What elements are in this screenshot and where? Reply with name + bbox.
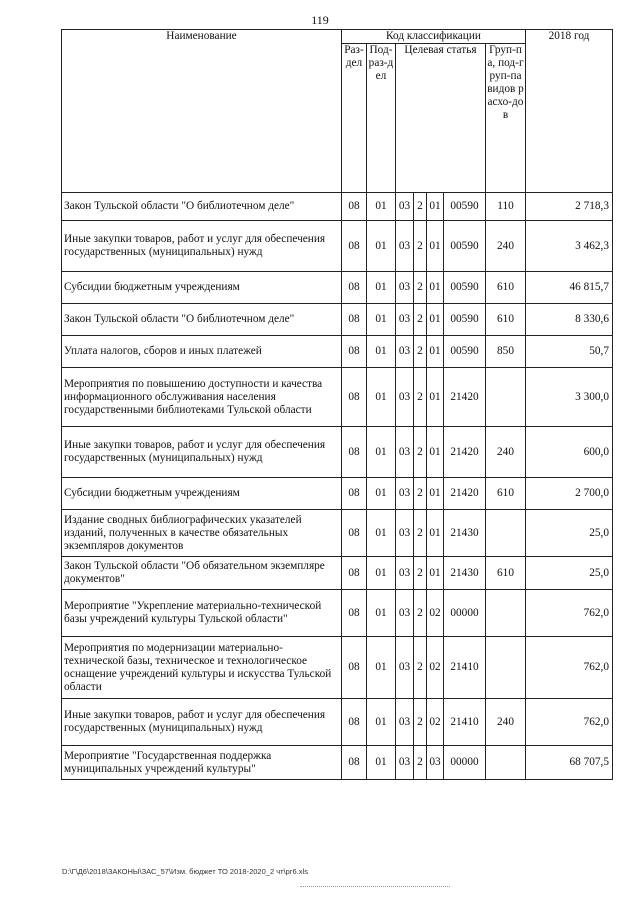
cell-rz: 08 xyxy=(342,478,367,510)
cell-c4: 21430 xyxy=(444,557,486,590)
cell-c4: 21420 xyxy=(444,478,486,510)
cell-c2: 2 xyxy=(414,272,427,304)
cell-rz: 08 xyxy=(342,637,367,699)
cell-c1: 03 xyxy=(396,336,414,368)
file-path-footer: D:\Г\Д6\2018\ЗАКОНЫ\ЗАС_57\Изм. бюджет ТО 2018-2020_2 чт\рг6.xls xyxy=(62,867,308,876)
cell-vr: 110 xyxy=(486,193,526,221)
cell-c4: 00590 xyxy=(444,304,486,336)
cell-name: Закон Тульской области "О библиотечном деле" xyxy=(62,193,342,221)
cell-c2: 2 xyxy=(414,510,427,557)
cell-c1: 03 xyxy=(396,510,414,557)
cell-c3: 01 xyxy=(427,510,444,557)
cell-c2: 2 xyxy=(414,193,427,221)
cell-amount: 2 700,0 xyxy=(526,478,613,510)
cell-c4: 21410 xyxy=(444,699,486,746)
cell-pr: 01 xyxy=(367,557,396,590)
cell-rz: 08 xyxy=(342,699,367,746)
cell-vr xyxy=(486,510,526,557)
page-number: 119 xyxy=(311,13,329,27)
cell-c1: 03 xyxy=(396,699,414,746)
cell-c2: 2 xyxy=(414,478,427,510)
table-row xyxy=(62,699,613,746)
cell-c4: 00590 xyxy=(444,272,486,304)
cell-name: Мероприятие "Государственная поддержка муниципальных учреждений культуры" xyxy=(62,746,342,780)
cell-pr: 01 xyxy=(367,368,396,427)
cell-c3: 01 xyxy=(427,272,444,304)
cell-rz: 08 xyxy=(342,221,367,272)
cell-name: Уплата налогов, сборов и иных платежей xyxy=(62,336,342,368)
cell-c1: 03 xyxy=(396,746,414,780)
cell-amount: 762,0 xyxy=(526,590,613,637)
header-podrazdel: Под-раз-дел xyxy=(367,44,396,193)
cell-c1: 03 xyxy=(396,427,414,478)
cell-name: Субсидии бюджетным учреждениям xyxy=(62,272,342,304)
cell-c3: 01 xyxy=(427,478,444,510)
table-row xyxy=(62,304,613,336)
cell-vr: 610 xyxy=(486,478,526,510)
cell-c4: 21420 xyxy=(444,427,486,478)
cell-c2: 2 xyxy=(414,746,427,780)
table-body xyxy=(62,193,613,780)
cell-pr: 01 xyxy=(367,637,396,699)
cell-name: Субсидии бюджетным учреждениям xyxy=(62,478,342,510)
cell-name: Иные закупки товаров, работ и услуг для обеспечения государственных (муниципальных) нужд xyxy=(62,221,342,272)
cell-c2: 2 xyxy=(414,557,427,590)
footer-divider xyxy=(300,886,450,887)
cell-c1: 03 xyxy=(396,557,414,590)
cell-pr: 01 xyxy=(367,510,396,557)
cell-rz: 08 xyxy=(342,746,367,780)
cell-c1: 03 xyxy=(396,272,414,304)
cell-c1: 03 xyxy=(396,304,414,336)
table-row xyxy=(62,272,613,304)
cell-rz: 08 xyxy=(342,590,367,637)
header-group: Груп-па, под-груп-па видов расхо-дов xyxy=(486,44,526,193)
cell-name: Мероприятия по повышению доступности и качества информационного обслуживания населения государственными библиотеками Тульской области xyxy=(62,368,342,427)
cell-c1: 03 xyxy=(396,478,414,510)
cell-amount: 8 330,6 xyxy=(526,304,613,336)
cell-rz: 08 xyxy=(342,427,367,478)
cell-c3: 02 xyxy=(427,637,444,699)
cell-vr: 610 xyxy=(486,557,526,590)
cell-c1: 03 xyxy=(396,590,414,637)
cell-c1: 03 xyxy=(396,637,414,699)
cell-c3: 01 xyxy=(427,427,444,478)
cell-amount: 25,0 xyxy=(526,557,613,590)
cell-c2: 2 xyxy=(414,368,427,427)
cell-c2: 2 xyxy=(414,699,427,746)
cell-c4: 21430 xyxy=(444,510,486,557)
cell-c2: 2 xyxy=(414,221,427,272)
cell-rz: 08 xyxy=(342,304,367,336)
cell-amount: 762,0 xyxy=(526,637,613,699)
cell-pr: 01 xyxy=(367,272,396,304)
cell-c2: 2 xyxy=(414,427,427,478)
cell-pr: 01 xyxy=(367,221,396,272)
cell-c3: 01 xyxy=(427,221,444,272)
table-row xyxy=(62,510,613,557)
table-row xyxy=(62,193,613,221)
cell-pr: 01 xyxy=(367,746,396,780)
cell-c4: 21420 xyxy=(444,368,486,427)
cell-c3: 01 xyxy=(427,336,444,368)
cell-c1: 03 xyxy=(396,221,414,272)
cell-rz: 08 xyxy=(342,193,367,221)
cell-amount: 762,0 xyxy=(526,699,613,746)
cell-vr: 240 xyxy=(486,221,526,272)
cell-amount: 46 815,7 xyxy=(526,272,613,304)
cell-amount: 600,0 xyxy=(526,427,613,478)
cell-name: Иные закупки товаров, работ и услуг для обеспечения государственных (муниципальных) нужд xyxy=(62,699,342,746)
cell-pr: 01 xyxy=(367,193,396,221)
table-row xyxy=(62,336,613,368)
table-row xyxy=(62,557,613,590)
cell-vr xyxy=(486,368,526,427)
cell-vr: 240 xyxy=(486,699,526,746)
cell-pr: 01 xyxy=(367,427,396,478)
header-name: Наименование xyxy=(62,30,342,193)
cell-c2: 2 xyxy=(414,590,427,637)
cell-c4: 21410 xyxy=(444,637,486,699)
cell-name: Мероприятия по модернизации материально-технической базы, техническое и технологическое оснащение учреждений культуры и искусства Тульской области xyxy=(62,637,342,699)
cell-rz: 08 xyxy=(342,336,367,368)
cell-vr: 240 xyxy=(486,427,526,478)
cell-c3: 02 xyxy=(427,699,444,746)
header-razdel: Раз-дел xyxy=(342,44,367,193)
cell-vr xyxy=(486,746,526,780)
cell-amount: 2 718,3 xyxy=(526,193,613,221)
cell-name: Издание сводных библиографических указателей изданий, полученных в качестве обязательных экземпляров документов xyxy=(62,510,342,557)
table-row xyxy=(62,221,613,272)
cell-c3: 01 xyxy=(427,368,444,427)
cell-amount: 3 462,3 xyxy=(526,221,613,272)
cell-rz: 08 xyxy=(342,510,367,557)
cell-name: Иные закупки товаров, работ и услуг для обеспечения государственных (муниципальных) нужд xyxy=(62,427,342,478)
cell-rz: 08 xyxy=(342,557,367,590)
table-row xyxy=(62,368,613,427)
cell-vr xyxy=(486,637,526,699)
cell-c2: 2 xyxy=(414,304,427,336)
cell-vr: 610 xyxy=(486,304,526,336)
cell-rz: 08 xyxy=(342,272,367,304)
cell-c4: 00590 xyxy=(444,193,486,221)
budget-table xyxy=(61,29,613,780)
cell-c2: 2 xyxy=(414,637,427,699)
cell-c4: 00000 xyxy=(444,746,486,780)
table-row xyxy=(62,637,613,699)
cell-pr: 01 xyxy=(367,699,396,746)
table-row xyxy=(62,478,613,510)
cell-amount: 25,0 xyxy=(526,510,613,557)
cell-amount: 50,7 xyxy=(526,336,613,368)
table-row xyxy=(62,590,613,637)
cell-pr: 01 xyxy=(367,478,396,510)
header-code: Код классификации xyxy=(342,30,526,44)
cell-c4: 00590 xyxy=(444,221,486,272)
cell-amount: 3 300,0 xyxy=(526,368,613,427)
cell-vr xyxy=(486,590,526,637)
cell-c3: 01 xyxy=(427,304,444,336)
cell-c3: 01 xyxy=(427,557,444,590)
header-target: Целевая статья xyxy=(396,44,486,193)
cell-vr: 610 xyxy=(486,272,526,304)
cell-name: Мероприятие "Укрепление материально-технической базы учреждений культуры Тульской области" xyxy=(62,590,342,637)
cell-amount: 68 707,5 xyxy=(526,746,613,780)
cell-name: Закон Тульской области "Об обязательном экземпляре документов" xyxy=(62,557,342,590)
cell-c1: 03 xyxy=(396,368,414,427)
cell-pr: 01 xyxy=(367,304,396,336)
cell-c4: 00590 xyxy=(444,336,486,368)
cell-pr: 01 xyxy=(367,336,396,368)
table-row xyxy=(62,427,613,478)
header-year: 2018 год xyxy=(526,30,613,193)
cell-c3: 02 xyxy=(427,590,444,637)
cell-c2: 2 xyxy=(414,336,427,368)
cell-c4: 00000 xyxy=(444,590,486,637)
cell-pr: 01 xyxy=(367,590,396,637)
cell-rz: 08 xyxy=(342,368,367,427)
cell-c1: 03 xyxy=(396,193,414,221)
cell-vr: 850 xyxy=(486,336,526,368)
cell-c3: 01 xyxy=(427,193,444,221)
cell-c3: 03 xyxy=(427,746,444,780)
cell-name: Закон Тульской области "О библиотечном деле" xyxy=(62,304,342,336)
table-row xyxy=(62,746,613,780)
